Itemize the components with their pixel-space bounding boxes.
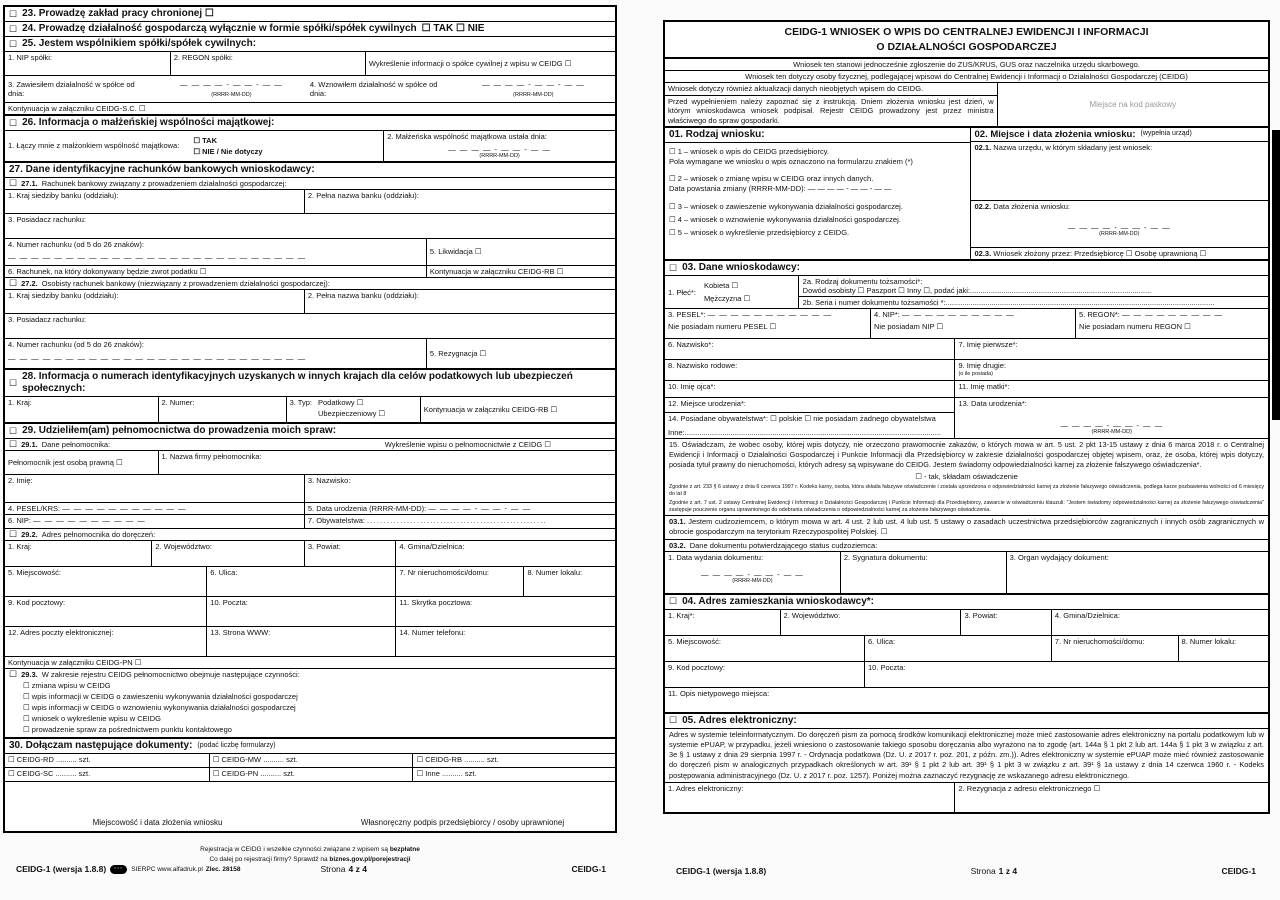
field-imie[interactable]: 2. Imię: bbox=[8, 476, 33, 485]
registration-note bbox=[3, 845, 617, 865]
checkbox[interactable]: ☐ bbox=[9, 377, 18, 388]
option-mezczyzna[interactable]: Mężczyzna ☐ bbox=[703, 293, 751, 303]
subsection-29-1-num: 29.1. bbox=[21, 440, 38, 449]
date-input[interactable] bbox=[387, 145, 612, 160]
section-05-title: 05. Adres elektroniczny: bbox=[682, 714, 797, 726]
row-bank2-kraj bbox=[5, 289, 615, 313]
checkbox[interactable]: ☐ bbox=[669, 715, 678, 726]
date-dashes: — — — — - — — - — — bbox=[428, 504, 532, 513]
row-kontynuacja-sc bbox=[5, 102, 615, 114]
field-02-1-num: 02.1. bbox=[974, 143, 992, 153]
row-bank1-zwrot bbox=[5, 265, 615, 277]
subsection-27-1 bbox=[5, 177, 615, 189]
field-kontynuacja-sc[interactable]: Kontynuacja w załączniku CEIDG-S.C. ☐ bbox=[8, 104, 146, 113]
option-kobieta[interactable]: Kobieta ☐ bbox=[703, 281, 739, 291]
account-dashes[interactable]: — — — — — — — — — — — — — — — — — — — — — — — — — — bbox=[8, 354, 307, 364]
option-wniosek-3[interactable]: ☐ 3 – wniosek o zawieszenie wykonywania działalności gospodarczej. bbox=[669, 201, 903, 211]
row-adres-1 bbox=[5, 540, 615, 566]
form-title-line1: CEIDG-1 WNIOSEK O WPIS DO CENTRALNEJ EWIDENCJI I INFORMACJI bbox=[784, 26, 1149, 38]
checkbox-option[interactable]: ☐ prowadzenie spraw za pośrednictwem punktu kontaktowego bbox=[23, 725, 232, 735]
date-format: (RRRR-MM-DD) bbox=[1091, 429, 1132, 436]
section-02-title bbox=[971, 128, 1269, 141]
option-podatkowy[interactable]: Podatkowy ☐ bbox=[317, 398, 364, 407]
checkbox[interactable]: ☐ bbox=[9, 177, 18, 188]
date-dashes: — — — — - — — - — — bbox=[448, 144, 551, 154]
field-pesel[interactable]: 3. PESEL*: bbox=[668, 310, 706, 320]
field-imie-drugie-note: (o ile posiada) bbox=[958, 370, 993, 377]
form-title-line2: O DZIAŁALNOŚCI GOSPODARCZEJ bbox=[876, 40, 1057, 53]
field-wojewodztwo[interactable]: 2. Województwo: bbox=[780, 610, 961, 635]
field-www[interactable]: 13. Strona WWW: bbox=[206, 627, 395, 656]
field-numer-rachunku[interactable]: 4. Numer rachunku (od 5 do 26 znaków): bbox=[8, 340, 144, 349]
section-30-title: 30. Dołączam następujące dokumenty: bbox=[9, 740, 193, 752]
block-01-02 bbox=[665, 126, 1268, 259]
account-dashes[interactable]: — — — — — — — — — — — — — — — — — — — — — — — — — — bbox=[8, 253, 307, 262]
row-imiona-rodzicow bbox=[665, 380, 1268, 397]
row-pelnomocnik-nip bbox=[5, 514, 615, 528]
subsection-27-2 bbox=[5, 277, 615, 289]
subsection-29-3-num: 29.3. bbox=[21, 670, 38, 680]
section-27 bbox=[5, 161, 615, 177]
date-dashes: — — — — - — — - — — bbox=[701, 570, 804, 580]
form-page-4 bbox=[3, 5, 617, 833]
field-posiadacz[interactable]: 3. Posiadacz rachunku: bbox=[8, 315, 86, 324]
field-posiadacz[interactable]: 3. Posiadacz rachunku: bbox=[8, 214, 86, 224]
checkbox[interactable]: ☐ bbox=[9, 439, 18, 449]
date-dashes: — — — — - — — - — — bbox=[180, 79, 283, 89]
row-pelnomocnik-pesel bbox=[5, 502, 615, 514]
checkbox-option[interactable]: ☐ wpis informacji w CEIDG o zawieszeniu wykonywania działalności gospodarczej bbox=[23, 692, 298, 702]
row-zawieszenie bbox=[5, 75, 615, 102]
publisher-logo-icon: ··· bbox=[110, 865, 127, 874]
option-wniosek-5[interactable]: ☐ 5 – wniosek o wykreślenie przedsiębiorcy z CEIDG. bbox=[669, 227, 850, 237]
checkbox-option[interactable]: ☐ wpis informacji w CEIDG o wznowieniu wykonywania działalności gospodarczej bbox=[23, 703, 296, 713]
field-poczta[interactable]: 10. Poczta: bbox=[864, 662, 1268, 687]
footer-version: CEIDG-1 (wersja 1.8.8) bbox=[16, 864, 107, 874]
field-kod-pocztowy[interactable]: 9. Kod pocztowy: bbox=[8, 597, 66, 607]
section-29-title: 29. Udzieliłem(am) pełnomocnictwa do prowadzenia moich spraw: bbox=[22, 425, 337, 436]
field-nip-spolki[interactable]: 1. NIP spółki: bbox=[8, 53, 53, 62]
section-03 bbox=[665, 259, 1268, 275]
field-02-2-num: 02.2. bbox=[974, 202, 992, 212]
date-format: (RRRR-MM-DD) bbox=[211, 91, 252, 98]
row-oswiadczenie-15 bbox=[665, 438, 1268, 515]
doc-ceidg-rd[interactable]: ☐ CEIDG-RD .......... szt. bbox=[8, 755, 91, 765]
row-dokumenty-1 bbox=[5, 753, 615, 767]
field-data-urodzenia[interactable]: 5. Data urodzenia (RRRR-MM-DD): bbox=[307, 504, 427, 513]
section-24 bbox=[5, 21, 615, 36]
field-likwidacja[interactable]: 5. Likwidacja ☐ bbox=[426, 239, 615, 265]
electronic-address-note: Adres w systemie teleinformatycznym. Do doręczeń pism za pomocą środków komunikacji elektronicznej może mieć zastosowanie adres elektroniczny na portalu podatkowym lub w systemie ePUAP, w przypadku, jeżeli wniesiono o zastosowanie takiego sposobu doręczania albo wyrażono na to zgodę (art. 144a § 1 pkt 2 lub art. 144a § 1 pkt 3 w związku z art. 3e § 1 ustawy z dnia 29 sierpnia 1997 r. - Ordynacja podatkowa (Dz. U. z 2017 r. poz. 201, z późn. zm.)). Adres elektroniczny w systemie ePUAP może mieć również zastosowanie do doręczeń pism w analogicznych przypadkach określonych w art. 39¹ § 1 pkt 2 lub art. 39¹ § 1 pkt 3 w związku z art. 39¹ § 1a ustawy z dnia 14 czerwca 1960 r. - Kodeks postępowania administracyjnego (Dz. U. z 2017 r. poz. 1257). Poniżej można zaznaczyć rezygnację ze wskazanego adresu elektronicznego. bbox=[669, 729, 1264, 780]
field-wykreslenie-pelnomocnictwa[interactable]: Wykreślenie wpisu o pełnomocnictwie z CEIDG ☐ bbox=[384, 440, 551, 449]
field-miejsce-urodzenia[interactable]: 12. Miejsce urodzenia*: bbox=[665, 398, 954, 413]
field-wspolnosc-ustala: 2. Małżeńska wspólność majątkowa ustała dnia: bbox=[387, 132, 547, 142]
field-data-zlozenia[interactable] bbox=[971, 200, 1269, 247]
nip-dashes: — — — — — — — — — — bbox=[901, 310, 1015, 320]
field-email[interactable]: 12. Adres poczty elektronicznej: bbox=[8, 627, 114, 637]
checkbox-option[interactable]: ☐ wniosek o wykreślenie wpisu w CEIDG bbox=[23, 714, 162, 724]
section-28 bbox=[5, 368, 615, 396]
field-pesel-krs[interactable]: 4. PESEL/KRS: bbox=[8, 504, 61, 513]
field-numer[interactable]: 2. Numer: bbox=[158, 397, 286, 422]
option-wniosek-2[interactable]: ☐ 2 – wniosek o zmianę wpisu w CEIDG oraz innych danych. bbox=[669, 173, 874, 183]
checkbox[interactable]: ☐ bbox=[9, 117, 18, 128]
barcode-placeholder: Miejsce na kod paskowy bbox=[997, 83, 1268, 126]
checkbox[interactable]: ☐ bbox=[669, 596, 678, 607]
statement-15-text: 15. Oświadczam, że wobec osoby, której wpis dotyczy, nie orzeczono prawomocnie zakazów, o których mowa w art. 5 ust. 2 pkt 13-15 ustawy z dnia 6 marca 2018 r. o Centralnej Ewidencji i Informacji o Działalności Gospodarczej i Punkcie Informacji dla Przedsiębiorcy w zakresie działalności gospodarczej objętej wpisem, oraz, że osoba, której wpis dotyczy, posiada tytuł prawny do nieruchomości, których adresy są wpisywane do CEIDG. Jestem świadomy odpowiedzialności karnej za złożenie fałszywego oświadczenia*. bbox=[669, 440, 1264, 470]
row-dokumenty-2 bbox=[5, 767, 615, 781]
doc-inne[interactable]: ☐ Inne .......... szt. bbox=[412, 768, 615, 781]
field-imie-ojca[interactable]: 10. Imię ojca*: bbox=[668, 382, 716, 392]
row-podpisy bbox=[5, 781, 615, 831]
form-title bbox=[665, 22, 1268, 57]
option-brak-pesel[interactable]: Nie posiadam numeru PESEL ☐ bbox=[668, 321, 777, 331]
row-zam-3 bbox=[665, 661, 1268, 687]
signature-place-label: Miejscowość i data złożenia wniosku bbox=[92, 818, 223, 828]
footer-page-number: 1 z 4 bbox=[998, 866, 1018, 876]
field-nazwa-banku[interactable]: 2. Pełna nazwa banku (oddziału): bbox=[304, 190, 615, 213]
option-wniosek-4[interactable]: ☐ 4 – wniosek o wznowienie wykonywania działalności gospodarczej. bbox=[669, 214, 901, 224]
form-page-1 bbox=[663, 20, 1270, 814]
checkbox[interactable]: ☐ bbox=[9, 8, 18, 19]
row-bank1-numer bbox=[5, 238, 615, 265]
section-25 bbox=[5, 36, 615, 51]
pesel-dashes: — — — — — — — — — — — bbox=[62, 504, 187, 513]
field-adres-elektroniczny[interactable]: 1. Adres elektroniczny: bbox=[668, 783, 744, 793]
section-01-title: 01. Rodzaj wniosku: bbox=[669, 128, 765, 140]
nip-dashes: — — — — — — — — — — bbox=[33, 516, 146, 526]
field-02-2-label: Data złożenia wniosku: bbox=[993, 202, 1070, 212]
header-instructions bbox=[665, 82, 1268, 126]
row-wspolnosc bbox=[5, 130, 615, 160]
regon-dashes: — — — — — — — — — bbox=[1121, 310, 1224, 320]
subsection-29-2 bbox=[5, 528, 615, 540]
field-numer-rachunku[interactable]: 4. Numer rachunku (od 5 do 26 znaków): bbox=[8, 239, 144, 249]
date-format: (RRRR-MM-DD) bbox=[1099, 231, 1140, 238]
subsection-27-1-num: 27.1. bbox=[21, 178, 38, 188]
field-nazwisko[interactable]: 3. Nazwisko: bbox=[304, 475, 615, 502]
row-pesel-nip-regon bbox=[665, 308, 1268, 338]
field-nazwa-firmy[interactable]: 1. Nazwa firmy pełnomocnika: bbox=[158, 451, 616, 474]
field-kraj[interactable]: 1. Kraj: bbox=[8, 398, 32, 407]
row-zam-4 bbox=[665, 687, 1268, 712]
scan-artifact-bar bbox=[1272, 130, 1280, 420]
field-02-3-label: Wniosek złożony przez: Przedsiębiorcę ☐ Osobę uprawnioną ☐ bbox=[993, 249, 1207, 259]
field-regon-spolki[interactable]: 2. REGON spółki: bbox=[170, 52, 365, 75]
checkbox-option[interactable]: ☐ zmiana wpisu w CEIDG bbox=[23, 681, 111, 691]
note-free-text: Rejestracja w CEIDG i wszelkie czynności związane z wpisem są bbox=[200, 846, 389, 853]
field-nip[interactable]: 6. NIP: bbox=[8, 516, 31, 526]
field-nr-lokalu[interactable]: 8. Numer lokalu: bbox=[523, 567, 615, 596]
row-dokument-cudzoziemca bbox=[665, 551, 1268, 593]
section-23 bbox=[5, 7, 615, 21]
section-27-title: 27. Dane identyfikacyjne rachunków bankowych wnioskodawcy: bbox=[9, 163, 315, 175]
row-bank2-posiadacz bbox=[5, 313, 615, 338]
field-wykreslenie-spolki[interactable]: Wykreślenie informacji o spółce cywilnej z wpisu w CEIDG ☐ bbox=[365, 52, 615, 75]
field-rezygnacja[interactable]: 5. Rezygnacja ☐ bbox=[426, 339, 615, 368]
footer-order-no: Zlec. 28158 bbox=[205, 865, 241, 873]
section-30 bbox=[5, 737, 615, 753]
subtitle-zus: Wniosek ten stanowi jednocześnie zgłoszenie do ZUS/KRUS, GUS oraz naczelnika urzędu skarbowego. bbox=[665, 57, 1268, 70]
footer-page-word: Strona bbox=[320, 864, 346, 874]
field-miejscowosc[interactable]: 5. Miejscowość: bbox=[668, 636, 721, 646]
section-26-title: 26. Informacja o małżeńskiej wspólności majątkowej: bbox=[22, 117, 275, 129]
field-nazwa-urzedu[interactable] bbox=[971, 141, 1269, 200]
field-02-1-label: Nazwa urzędu, w którym składany jest wniosek: bbox=[993, 143, 1153, 153]
subsection-29-3-title: W zakresie rejestru CEIDG pełnomocnictwo obejmuje następujące czynności: bbox=[41, 670, 300, 680]
statement-15-checkbox[interactable]: ☐ - tak, składam oświadczenie bbox=[915, 472, 1018, 482]
row-nazwisko bbox=[665, 338, 1268, 359]
field-gmina[interactable]: 4. Gmina/Dzielnica: bbox=[395, 541, 615, 566]
field-nazwisko-rodowe[interactable]: 8. Nazwisko rodowe: bbox=[668, 361, 738, 371]
doc-ceidg-pn[interactable]: ☐ CEIDG-PN .......... szt. bbox=[209, 768, 413, 781]
section-30-note: (podać liczbę formularzy) bbox=[197, 742, 276, 750]
field-typ: 3. Typ: bbox=[289, 398, 312, 407]
field-powiat[interactable]: 3. Powiat: bbox=[960, 610, 1050, 635]
field-obywatelstwa-inne[interactable]: Inne:........................................................................................................................... bbox=[668, 428, 941, 438]
field-nazwisko[interactable]: 6. Nazwisko*: bbox=[668, 340, 714, 350]
field-skrytka[interactable]: 11. Skrytka pocztowa: bbox=[395, 597, 615, 626]
field-data-wydania[interactable]: 1. Data wydania dokumentu: bbox=[668, 552, 764, 562]
section-26 bbox=[5, 114, 615, 130]
legal-note-2: Zgodnie z art. 7 ust. 2 ustawy Centralnej Ewidencji i Informacji o Działalności Gospodarczej i Punkcie Informacji dla Przedsiębiorcy, zawarcie w oświadczeniu klauzuli: "Jestem świadomy odpowiedzialności karnej za złożenie fałszywego oświadczenia" zastępuje pouczenie organu uprawnionego do odebrania oświadczenia o odpowiedzialności karnej za złożenie fałszywego oświadczenia. bbox=[669, 500, 1264, 514]
subsection-27-2-title: Osobisty rachunek bankowy (niezwiązany z prowadzeniem działalności gospodarczej): bbox=[41, 279, 330, 288]
checkbox[interactable]: ☐ bbox=[9, 23, 18, 34]
field-imie-drugie[interactable]: 9. Imię drugie: bbox=[958, 361, 1006, 371]
date-format: (RRRR-MM-DD) bbox=[479, 153, 520, 160]
row-zam-1 bbox=[665, 609, 1268, 635]
checkbox[interactable]: ☐ bbox=[669, 262, 678, 273]
section-02-note: (wypełnia urząd) bbox=[1140, 130, 1192, 138]
field-nazwa-banku[interactable]: 2. Pełna nazwa banku (oddziału): bbox=[304, 290, 615, 313]
signature-sign-label: Własnoręczny podpis przedsiębiorcy / osoby uprawnionej bbox=[360, 818, 565, 828]
field-03-2-title: Dane dokumentu potwierdzającego status cudzoziemca: bbox=[689, 540, 878, 550]
field-03-1-text[interactable]: Jestem cudzoziemcem, o którym mowa w art. 4 ust. 2 lub ust. 4 lub ust. 5 ustawy o zasadach uczestnictwa przedsiębiorców zagranicznych i innych osób zagranicznych w obrocie gospodarczym na terytorium Rzeczypospolitej Polskiej. ☐ bbox=[669, 516, 1264, 537]
field-seria-numer[interactable]: 2b. Seria i numer dokumentu tożsamości *:................................................................................................................................. bbox=[802, 298, 1215, 308]
field-imie-matki[interactable]: 11. Imię matki*: bbox=[954, 381, 1268, 397]
doc-ceidg-mw[interactable]: ☐ CEIDG-MW .......... szt. bbox=[209, 754, 413, 767]
checkbox[interactable]: ☐ bbox=[9, 38, 18, 49]
subsection-27-1-title: Rachunek bankowy związany z prowadzeniem działalności gospodarczej: bbox=[41, 178, 287, 188]
row-05-opis bbox=[665, 728, 1268, 782]
field-nr-lokalu[interactable]: 8. Numer lokalu: bbox=[1178, 636, 1268, 661]
field-kraj-banku[interactable]: 1. Kraj siedziby banku (oddziału): bbox=[8, 190, 119, 200]
field-regon[interactable]: 5. REGON*: bbox=[1079, 310, 1120, 320]
row-bank1-posiadacz bbox=[5, 213, 615, 238]
subsection-29-1 bbox=[5, 438, 615, 450]
field-obywatelstwa[interactable]: 7. Obywatelstwa: bbox=[307, 516, 365, 526]
date-input[interactable] bbox=[159, 80, 304, 99]
note-next-text: Co dalej po rejestracji firmy? Sprawdź na bbox=[209, 855, 328, 863]
option-wniosek-1-note: Pola wymagane we wniosku o wpis oznaczono na formularzu znakiem (*) bbox=[669, 156, 913, 166]
footer-form-code: CEIDG-1 bbox=[1221, 866, 1256, 876]
options-dokument[interactable]: Dowód osobisty ☐ Paszport ☐ Inny ☐, podać jaki:....................................................................................... bbox=[802, 286, 1152, 296]
row-03-1 bbox=[665, 515, 1268, 539]
row-05-adres bbox=[665, 782, 1268, 812]
row-spolka-id bbox=[5, 51, 615, 75]
checkbox[interactable]: ☐ bbox=[9, 669, 18, 680]
note-next-link[interactable]: biznes.gov.pl/porejestracji bbox=[329, 855, 411, 863]
section-02-title-text: 02. Miejsce i data złożenia wniosku: bbox=[974, 128, 1136, 140]
checkbox[interactable]: ☐ bbox=[9, 425, 18, 436]
section-28-title: 28. Informacja o numerach identyfikacyjnych uzyskanych w innych krajach dla celów podatkowych lub ubezpieczeń społecznych: bbox=[22, 371, 573, 394]
row-pelnomocnik-imie bbox=[5, 474, 615, 502]
checkbox[interactable]: ☐ bbox=[9, 278, 18, 288]
row-03-2 bbox=[665, 539, 1268, 551]
field-rodzaj-dokumentu: 2a. Rodzaj dokumentu tożsamości*: bbox=[802, 277, 923, 287]
field-nr-domu[interactable]: 7. Nr nieruchomości/domu: bbox=[1051, 636, 1178, 661]
field-organ-wydajacy[interactable]: 3. Organ wydający dokument: bbox=[1006, 552, 1268, 593]
field-02-3-num: 02.3. bbox=[974, 249, 992, 259]
instruction-update: Wniosek dotyczy również aktualizacji danych nieobjętych wpisem do CEIDG. bbox=[665, 83, 997, 95]
field-kod-pocztowy[interactable]: 9. Kod pocztowy: bbox=[668, 662, 726, 672]
section-05 bbox=[665, 712, 1268, 728]
footer-page-number: 4 z 4 bbox=[348, 864, 367, 874]
row-kontynuacja-pn bbox=[5, 656, 615, 668]
field-kontynuacja-rb[interactable]: Kontynuacja w załączniku CEIDG-RB ☐ bbox=[420, 397, 615, 422]
field-opis-nietypowy[interactable]: 11. Opis nietypowego miejsca: bbox=[668, 688, 770, 698]
note-free-bold: bezpłatne bbox=[389, 846, 420, 853]
dotted-line: . . . . . . . . . . . . . . . . . . . . . . . . . . . . . . . . . . . . . . . . . . . . . . . . . . . . . . bbox=[367, 519, 546, 526]
field-nip[interactable]: 4. NIP*: bbox=[874, 310, 900, 320]
option-wniosek-1[interactable]: ☐ 1 – wniosek o wpis do CEIDG przedsiębiorcy. bbox=[669, 146, 829, 156]
section-25-title: 25. Jestem wspólnikiem spółki/spółek cywilnych: bbox=[22, 38, 257, 49]
field-kraj[interactable]: 1. Kraj: bbox=[8, 541, 32, 551]
field-sygnatura[interactable]: 2. Sygnatura dokumentu: bbox=[840, 552, 1006, 593]
date-format: (RRRR-MM-DD) bbox=[513, 91, 554, 98]
footer-page-1 bbox=[676, 866, 1256, 876]
row-adres-4 bbox=[5, 626, 615, 656]
checkbox[interactable]: ☐ bbox=[9, 528, 18, 539]
footer-version: CEIDG-1 (wersja 1.8.8) bbox=[676, 866, 767, 876]
field-powiat[interactable]: 3. Powiat: bbox=[304, 541, 396, 566]
field-zlozony-przez[interactable] bbox=[971, 247, 1269, 259]
row-pelnomocnik-typ bbox=[5, 450, 615, 474]
legal-note-1: Zgodnie z art. 233 § 6 ustawy z dnia 6 czerwca 1997 r. Kodeks karny, osoba, która składa fałszywe oświadczenie i została uprzedzona o odpowiedzialności karnej za złożenie fałszywego oświadczenia, podlega karze pozbawienia wolności od 6 miesięcy do lat 8 bbox=[669, 484, 1264, 498]
subsection-27-2-num: 27.2. bbox=[21, 279, 38, 288]
field-rezygnacja-adresu[interactable]: 2. Rezygnacja z adresu elektronicznego ☐ bbox=[954, 783, 1268, 812]
option-nie[interactable]: ☐ NIE / Nie dotyczy bbox=[193, 147, 263, 156]
section-24-title: 24. Prowadzę działalność gospodarczą wyłącznie w formie spółki/spółek cywilnych bbox=[22, 23, 417, 34]
date-dashes: — — — — - — — - — — bbox=[1060, 420, 1164, 430]
row-adres-3 bbox=[5, 596, 615, 626]
row-zam-2 bbox=[665, 635, 1268, 661]
option-brak-regon[interactable]: Nie posiadam numeru REGON ☐ bbox=[1079, 321, 1191, 331]
field-miejscowosc[interactable]: 5. Miejscowość: bbox=[8, 567, 61, 577]
field-wspolnosc-label: 1. Łączy mnie z małżonkiem wspólność majątkowa: bbox=[8, 141, 180, 151]
row-adres-2 bbox=[5, 566, 615, 596]
footer-publisher: SIERPC www.alfadruk.pl bbox=[131, 865, 203, 873]
section-04-title: 04. Adres zamieszkania wnioskodawcy*: bbox=[682, 595, 875, 607]
field-kontynuacja-rb[interactable]: Kontynuacja w załączniku CEIDG-RB ☐ bbox=[426, 266, 615, 277]
instruction-fill: Przed wypełnieniem należy zapoznać się z instrukcją. Dniem złożenia wniosku jest dzień, w którym wnioskodawca wniosek podpisał. Rejestr CEIDG prowadzony jest przez ministra właściwego do spraw gospodarki. bbox=[668, 96, 994, 125]
section-29 bbox=[5, 422, 615, 438]
field-wojewodztwo[interactable]: 2. Województwo: bbox=[151, 541, 304, 566]
field-ulica[interactable]: 6. Ulica: bbox=[206, 567, 395, 596]
section-23-title: 23. Prowadzę zakład pracy chronionej ☐ bbox=[22, 8, 214, 19]
field-03-2-num: 03.2. bbox=[669, 540, 686, 550]
row-nazwisko-rodowe bbox=[665, 359, 1268, 380]
subsection-29-2-num: 29.2. bbox=[21, 529, 38, 539]
row-urodzenie-obywatelstwo bbox=[665, 397, 1268, 438]
date-format: (RRRR-MM-DD) bbox=[732, 578, 773, 585]
field-poczta[interactable]: 10. Poczta: bbox=[206, 597, 395, 626]
date-input[interactable] bbox=[461, 80, 606, 99]
footer-page-word: Strona bbox=[970, 866, 996, 876]
footer-form-code: CEIDG-1 bbox=[571, 864, 606, 874]
footer-page-4 bbox=[16, 864, 606, 874]
option-brak-nip[interactable]: Nie posiadam NIP ☐ bbox=[874, 321, 944, 331]
subsection-29-2-title: Adres pełnomocnika do doręczeń: bbox=[41, 529, 156, 539]
field-kontynuacja-pn[interactable]: Kontynuacja w załączniku CEIDG-PN ☐ bbox=[8, 657, 142, 667]
field-zwrot-podatku[interactable]: 6. Rachunek, na który dokonywany będzie zwrot podatku ☐ bbox=[8, 266, 207, 276]
field-ulica[interactable]: 6. Ulica: bbox=[864, 636, 1051, 661]
date-dashes: — — — — - — — - — — bbox=[1067, 223, 1171, 233]
row-bank2-numer bbox=[5, 338, 615, 368]
field-telefon[interactable]: 14. Numer telefonu: bbox=[395, 627, 615, 656]
row-28-fields bbox=[5, 396, 615, 422]
field-imie-pierwsze[interactable]: 7. Imię pierwsze*: bbox=[954, 339, 1268, 359]
row-bank1-kraj bbox=[5, 189, 615, 213]
section-24-options[interactable]: ☐ TAK ☐ NIE bbox=[421, 23, 485, 34]
field-03-1-num: 03.1. bbox=[669, 516, 686, 526]
doc-ceidg-rb[interactable]: ☐ CEIDG-RB .......... szt. bbox=[412, 754, 615, 767]
section-03-title: 03. Dane wnioskodawcy: bbox=[682, 262, 800, 274]
field-osoba-prawna[interactable]: Pełnomocnik jest osobą prawną ☐ bbox=[8, 457, 123, 467]
field-nr-domu[interactable]: 7. Nr nieruchomości/domu: bbox=[395, 567, 523, 596]
subsection-29-1-title: Dane pełnomocnika: bbox=[41, 440, 111, 449]
doc-ceidg-sc[interactable]: ☐ CEIDG-SC .......... szt. bbox=[8, 769, 91, 779]
option-wniosek-2-date[interactable]: Data powstania zmiany (RRRR-MM-DD): — — — — - — — - — — bbox=[669, 183, 892, 193]
pesel-dashes: — — — — — — — — — — — bbox=[707, 310, 832, 320]
field-zawiesilem: 3. Zawiesiłem działalność w spółce od dnia: bbox=[8, 79, 135, 98]
subsection-29-3 bbox=[5, 668, 615, 737]
section-04 bbox=[665, 593, 1268, 609]
field-kraj-banku[interactable]: 1. Kraj siedziby banku (oddziału): bbox=[8, 291, 119, 300]
field-kraj[interactable]: 1. Kraj*: bbox=[668, 610, 695, 620]
option-tak[interactable]: ☐ TAK bbox=[193, 135, 217, 145]
row-plec-dokument bbox=[665, 275, 1268, 308]
field-plec: 1. Płeć*: bbox=[668, 287, 696, 297]
subtitle-osoba: Wniosek ten dotyczy osoby fizycznej, podlegającej wpisowi do Centralnej Ewidencji i Informacji o Działalności Gospodarczej (CEIDG) bbox=[665, 70, 1268, 82]
field-data-urodzenia[interactable]: 13. Data urodzenia*: bbox=[958, 399, 1027, 409]
field-wznowilem: 4. Wznowiłem działalność w spółce od dnia: bbox=[309, 79, 438, 98]
field-gmina[interactable]: 4. Gmina/Dzielnica: bbox=[1051, 610, 1268, 635]
option-ubezpieczeniowy[interactable]: Ubezpieczeniowy ☐ bbox=[317, 409, 386, 419]
field-obywatelstwa[interactable]: 14. Posiadane obywatelstwa*: ☐ polskie ☐ nie posiadam żadnego obywatelstwa bbox=[668, 414, 936, 424]
date-dashes: — — — — - — — - — — bbox=[481, 79, 585, 89]
